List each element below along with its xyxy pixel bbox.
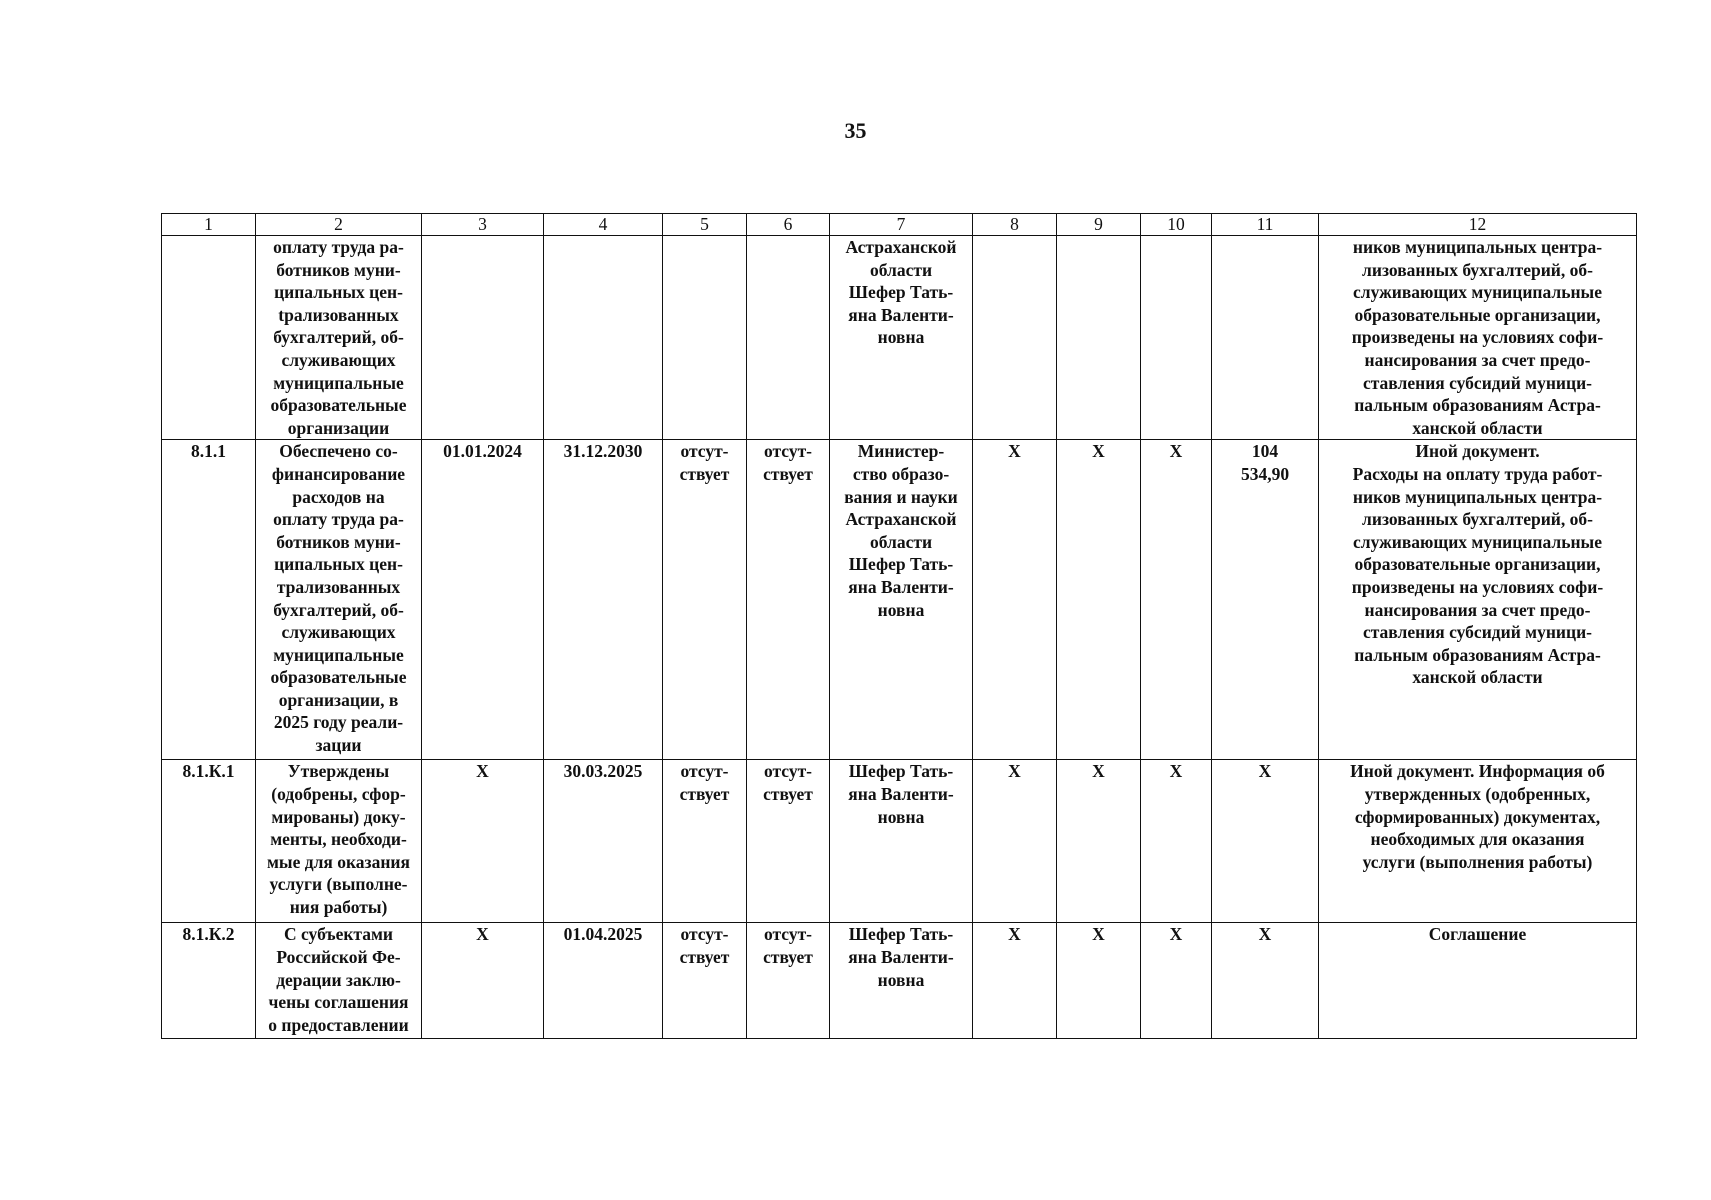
row-start-date: X [422,923,544,1039]
header-cell: 10 [1141,214,1212,236]
row-col6 [747,236,830,440]
row-number: 8.1.1 [162,440,256,760]
row-col5: отсут- ствует [663,923,747,1039]
row-col8: X [973,923,1057,1039]
row-start-date: 01.01.2024 [422,440,544,760]
header-cell: 1 [162,214,256,236]
table-row [162,440,1637,760]
row-col8: X [973,440,1057,760]
row-col8 [973,236,1057,440]
row-start-date: X [422,760,544,923]
row-responsible: Министер- ство образо- вания и науки Астраханской области Шефер Тать- яна Валенти- новна [830,440,973,760]
header-cell: 11 [1212,214,1319,236]
header-cell: 4 [544,214,663,236]
row-start-date [422,236,544,440]
row-responsible: Шефер Тать- яна Валенти- новна [830,760,973,923]
row-name: оплату труда ра- ботников муни- ципальных цен- tрализованных бухгалтерий, об- служивающих муниципальные образовательные организации [256,236,422,440]
row-name: С субъектами Российской Фе- дерации заклю- чены соглашения о предоставлении [256,923,422,1039]
row-responsible: Шефер Тать- яна Валенти- новна [830,923,973,1039]
header-cell: 6 [747,214,830,236]
row-col9: X [1057,760,1141,923]
row-end-date: 31.12.2030 [544,440,663,760]
row-col5: отсут- ствует [663,760,747,923]
row-col10 [1141,236,1212,440]
table-row [162,923,1637,1039]
row-name: Утверждены (одобрены, сфор- мированы) доку- менты, необходи- мые для оказания услуги (выполне- ния работы) [256,760,422,923]
row-end-date [544,236,663,440]
row-col5: отсут- ствует [663,440,747,760]
row-col11 [1212,236,1319,440]
row-col10: X [1141,760,1212,923]
plan-table [161,213,1637,1039]
page-number: 35 [844,118,867,143]
row-col10: X [1141,440,1212,760]
row-col11: 104 534,90 [1212,440,1319,760]
row-col6: отсут- ствует [747,440,830,760]
row-col11: X [1212,760,1319,923]
header-cell: 12 [1319,214,1637,236]
row-col11: X [1212,923,1319,1039]
header-row [162,214,1637,236]
header-cell: 9 [1057,214,1141,236]
row-col9: X [1057,440,1141,760]
row-col6: отсут- ствует [747,923,830,1039]
row-col10: X [1141,923,1212,1039]
header-cell: 2 [256,214,422,236]
row-col9 [1057,236,1141,440]
header-cell: 3 [422,214,544,236]
row-col6: отсут- ствует [747,760,830,923]
header-cell: 7 [830,214,973,236]
row-col5 [663,236,747,440]
table-row [162,236,1637,440]
row-number: 8.1.К.1 [162,760,256,923]
row-name: Обеспечено со- финансирование расходов на оплату труда ра- ботников муни- ципальных цен- трализованных бухгалтерий, об- служивающих муниципальные образовательные организации, в 2025 году реали- зации [256,440,422,760]
row-number: 8.1.К.2 [162,923,256,1039]
header-cell: 5 [663,214,747,236]
row-responsible: Астраханской области Шефер Тать- яна Валенти- новна [830,236,973,440]
row-document: Соглашение [1319,923,1637,1039]
table-row [162,760,1637,923]
row-document: Иной документ. Расходы на оплату труда работ- ников муниципальных центра- лизованных бухгалтерий, об- служивающих муниципальные образовательные организации, произведены на условиях софи- нансирования за счет предо- ставления субсидий муници- пальным образованиям Астра- ханской области [1319,440,1637,760]
row-col8: X [973,760,1057,923]
row-end-date: 01.04.2025 [544,923,663,1039]
row-document: Иной документ. Информация об утвержденных (одобренных, сформированных) документах, необходимых для оказания услуги (выполнения работы) [1319,760,1637,923]
row-document: ников муниципальных центра- лизованных бухгалтерий, об- служивающих муниципальные образовательные организации, произведены на условиях софи- нансирования за счет предо- ставления субсидий муници- пальным образованиям Астра- ханской области [1319,236,1637,440]
row-end-date: 30.03.2025 [544,760,663,923]
header-cell: 8 [973,214,1057,236]
row-number [162,236,256,440]
row-col9: X [1057,923,1141,1039]
